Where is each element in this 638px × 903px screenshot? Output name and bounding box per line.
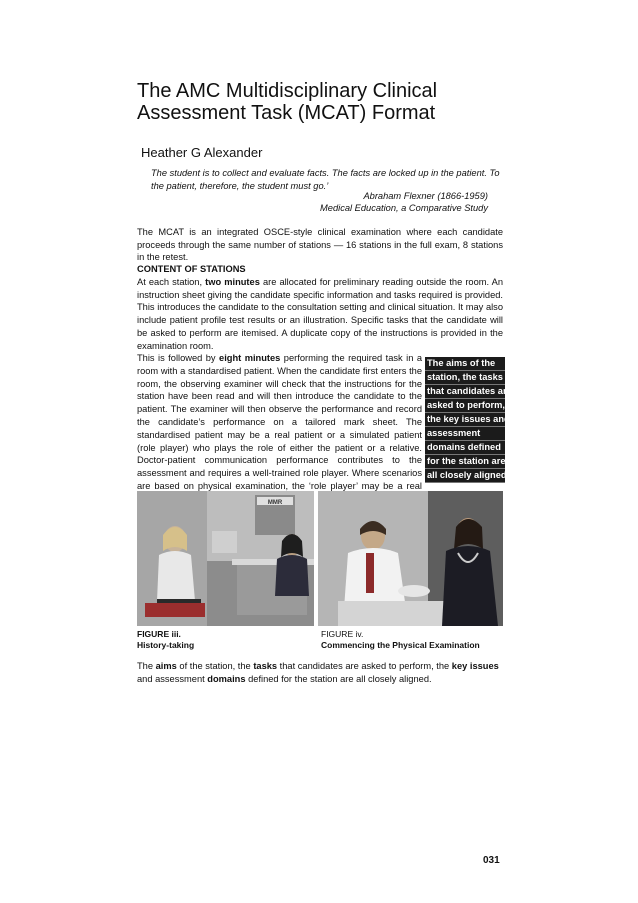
- figure-left-caption: [137, 629, 194, 650]
- article-title: [137, 80, 517, 124]
- page-number: 031: [483, 855, 500, 866]
- epigraph-line-1: The student is to collect and evaluate facts. The facts are locked up in the patient. To: [151, 168, 500, 178]
- section-heading: CONTENT OF STATIONS: [137, 264, 246, 274]
- closing-bold: key issues: [451, 661, 499, 671]
- author-name: Heather G Alexander: [141, 145, 263, 160]
- pull-quote-line: The aims of the: [425, 357, 505, 371]
- task-text-bold: eight minutes: [219, 353, 281, 363]
- pull-quote-line: the key issues and: [425, 413, 505, 427]
- poster-sign: MMR: [267, 500, 283, 506]
- closing-bold: aims: [155, 661, 177, 671]
- intro-paragraph: The MCAT is an integrated OSCE-style clinical examination where each candidate proceeds through the same number of stations — 16 stations in the full exam, 8 stations in the retest.: [137, 227, 503, 263]
- epigraph-line-2: the patient, therefore, the student must go.’: [151, 180, 329, 191]
- stations-text-pre: At each station,: [137, 277, 206, 287]
- history-taking-photo: [137, 491, 314, 626]
- figure-right-caption: [321, 629, 480, 650]
- pull-quote-line: all closely aligned.: [425, 469, 505, 483]
- history-taking-illustration: [137, 491, 314, 626]
- pull-quote-box: [425, 357, 512, 483]
- pull-quote-line: assessment: [425, 427, 505, 441]
- title-line-2: Assessment Task (MCAT) Format: [137, 102, 436, 124]
- pull-quote-line: station, the tasks: [425, 371, 505, 385]
- closing-text: of the station, the: [176, 661, 254, 671]
- figure-left-label: FIGURE iii.: [137, 629, 181, 639]
- pull-quote-line: domains defined: [425, 441, 505, 455]
- task-paragraph: [137, 352, 422, 506]
- pull-quote-line: for the station are: [425, 455, 505, 469]
- closing-text: and assessment: [137, 673, 208, 684]
- task-text-pre: This is followed by: [137, 353, 220, 363]
- stations-text-post: are allocated for preliminary reading outside the room. An instruction sheet giving the candidate specific information and tasks required is provided. This introduces the candidate to the consultation setting and clinical situation. It may also include patient profile test results or an illustration. Specific tasks that the candidate will be asked to perform are itemised. A duplicate copy of the instructions is provided in the examination room.: [137, 277, 504, 351]
- closing-text: that candidates are asked to perform, the: [277, 661, 452, 671]
- epigraph-quote: [151, 167, 501, 192]
- closing-text: defined for the station are all closely aligned.: [245, 673, 432, 684]
- figure-left-title: History-taking: [137, 639, 195, 650]
- physical-exam-illustration: [318, 491, 503, 626]
- task-text-post: performing the required task in a room with a standardised patient. When the candidate first enters the room, the observing examiner will check that the instructions for the station have been read and will then introduce the candidate to the patient. The examiner will then observe the performance and record the candidate’s performance on a tailored mark sheet. The standardised patient may be a real patient or a simulated patient (role player) who plays the role of either the patient or a relative. Doctor-patient communication performance contributes to the assessment and requires a well-trained role player. Where scenarios are based on physical examination, the ‘role player’ may be a real: [137, 353, 422, 491]
- figure-right-title: Commencing the Physical Examination: [321, 639, 480, 650]
- closing-bold: domains: [207, 673, 246, 684]
- pull-quote-line: that candidates are: [425, 385, 505, 399]
- figure-right-label: FIGURE iv.: [321, 629, 364, 639]
- closing-bold: tasks: [253, 661, 278, 671]
- physical-exam-photo: [318, 491, 503, 626]
- pull-quote-line: asked to perform,: [425, 399, 505, 413]
- title-line-1: The AMC Multidisciplinary Clinical: [137, 80, 438, 102]
- stations-paragraph: [137, 276, 503, 352]
- stations-text-bold: two minutes: [205, 277, 260, 287]
- epigraph-attribution-name: Abraham Flexner (1866-1959): [363, 191, 488, 201]
- epigraph-attribution-source: Medical Education, a Comparative Study: [320, 203, 488, 213]
- closing-paragraph: [137, 660, 507, 685]
- closing-text: The: [137, 661, 156, 671]
